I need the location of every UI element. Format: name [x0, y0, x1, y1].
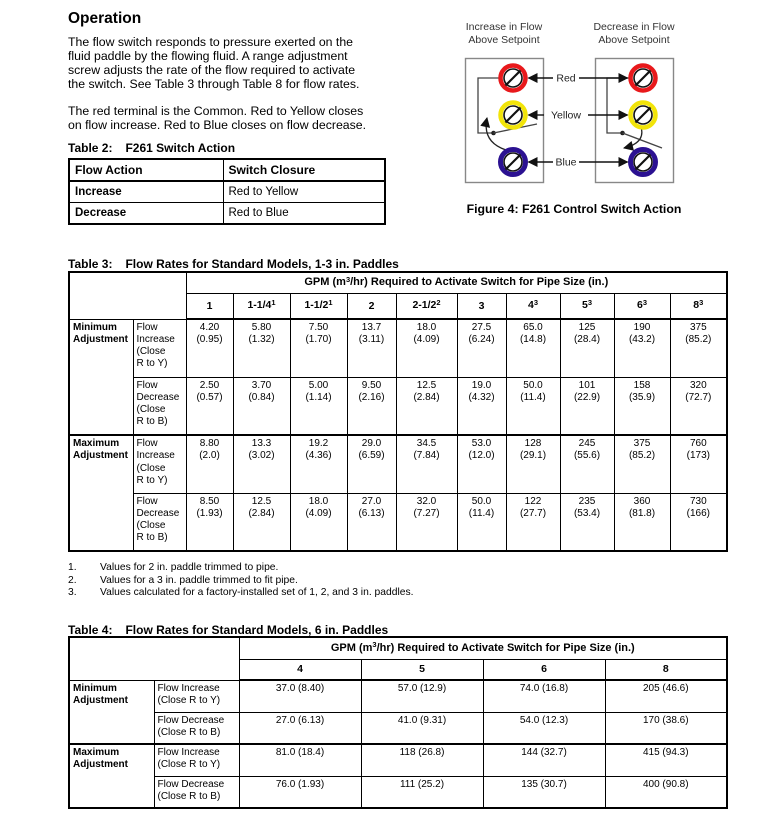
pipe-size-header: 2: [347, 293, 396, 319]
table-row: [69, 319, 727, 377]
table4-caption-title: Flow Rates for Standard Models, 6 in. Paddles: [125, 623, 389, 637]
pipe-size-header: $4^3$: [506, 293, 560, 319]
flow-value-cell: 50.0 (11.4): [506, 377, 560, 435]
table4-caption: [68, 623, 388, 637]
flow-value-cell: 37.0 (8.40): [239, 680, 361, 712]
flow-value-cell: 50.0 (11.4): [457, 493, 506, 551]
flow-value-cell: 8.80 (2.0): [186, 435, 233, 493]
footnote-superscript: 3: [345, 274, 351, 284]
flow-value-cell: 190 (43.2): [614, 319, 670, 377]
pipe-size-header: 5: [361, 659, 483, 680]
operation-paragraph-2: The red terminal is the Common. Red to Yellow closes on flow increase. Red to Blue closes on flow decrease.: [68, 104, 367, 132]
flow-value-cell: 57.0 (12.9): [361, 680, 483, 712]
flow-value-cell: 101 (22.9): [560, 377, 614, 435]
column-header: Flow Action: [69, 159, 223, 181]
table-row: [69, 377, 727, 435]
flow-value-cell: 205 (46.6): [605, 680, 727, 712]
table-row: [69, 744, 727, 776]
flow-value-cell: 13.3 (3.02): [233, 435, 290, 493]
table2-caption: [68, 141, 235, 155]
flow-value-cell: 9.50 (2.16): [347, 377, 396, 435]
flow-value-cell: 320 (72.7): [670, 377, 727, 435]
flow-value-cell: 81.0 (18.4): [239, 744, 361, 776]
flow-value-cell: 19.2 (4.36): [290, 435, 347, 493]
flow-value-cell: 5.00 (1.14): [290, 377, 347, 435]
table3-container: [68, 271, 728, 552]
flow-value-cell: 118 (26.8): [361, 744, 483, 776]
flow-row-label: Flow Increase (Close R to Y): [154, 680, 239, 712]
flow-row-label: Flow Decrease (Close R to B): [133, 493, 186, 551]
increase-panel-title-line1: Increase in Flow: [465, 21, 543, 33]
flow-value-cell: 13.7 (3.11): [347, 319, 396, 377]
flow-value-cell: 144 (32.7): [483, 744, 605, 776]
table4-caption-label: Table 4:: [68, 623, 113, 637]
decrease-blue-terminal-icon: [631, 150, 656, 175]
terminal-label-blue: Blue: [555, 156, 577, 169]
footnote-number: 2.: [68, 574, 77, 586]
switch-closure-cell: Red to Blue: [223, 203, 385, 225]
pipe-size-header: 4: [239, 659, 361, 680]
flow-value-cell: 128 (29.1): [506, 435, 560, 493]
flow-value-cell: 65.0 (14.8): [506, 319, 560, 377]
table-row: [69, 680, 727, 712]
table-row: [69, 159, 385, 181]
terminal-label-yellow: Yellow: [551, 109, 581, 122]
footnote-superscript: 3: [699, 297, 704, 307]
flow-value-cell: 27.0 (6.13): [239, 712, 361, 744]
table4-flow-rates: [68, 636, 728, 809]
footnote-superscript: 2: [436, 297, 441, 307]
flow-row-label: Flow Increase (Close R to Y): [133, 435, 186, 493]
terminal-label-red: Red: [556, 72, 576, 85]
column-header: Switch Closure: [223, 159, 385, 181]
pipe-size-header: $6^3$: [614, 293, 670, 319]
flow-action-cell: Increase: [69, 181, 223, 203]
table-row: [69, 712, 727, 744]
flow-value-cell: 27.0 (6.13): [347, 493, 396, 551]
pipe-size-header: $8^3$: [670, 293, 727, 319]
footnote-superscript: 3: [372, 640, 377, 650]
flow-value-cell: 8.50 (1.93): [186, 493, 233, 551]
table3-caption-label: Table 3:: [68, 257, 113, 271]
adjustment-group-label: Minimum Adjustment: [69, 319, 133, 435]
flow-value-cell: 12.5 (2.84): [233, 493, 290, 551]
flow-row-label: Flow Increase (Close R to Y): [133, 319, 186, 377]
flow-value-cell: 400 (90.8): [605, 776, 727, 808]
footnote-number: 3.: [68, 587, 77, 599]
increase-red-terminal-icon: [501, 66, 526, 91]
flow-value-cell: 18.0 (4.09): [396, 319, 457, 377]
flow-value-cell: 245 (55.6): [560, 435, 614, 493]
gpm-header: GPM $(m^3/hr)$ Required to Activate Switch for Pipe Size (in.): [186, 272, 727, 293]
flow-value-cell: 41.0 (9.31): [361, 712, 483, 744]
flow-value-cell: 34.5 (7.84): [396, 435, 457, 493]
figure4-diagram: [440, 18, 732, 190]
flow-row-label: Flow Decrease (Close R to B): [133, 377, 186, 435]
flow-value-cell: 3.70 (0.84): [233, 377, 290, 435]
flow-value-cell: 5.80 (1.32): [233, 319, 290, 377]
footnote-text: Values for a 3 in. paddle trimmed to fit pipe.: [100, 574, 298, 586]
pipe-size-header: 8: [605, 659, 727, 680]
adjustment-group-label: Maximum Adjustment: [69, 435, 133, 551]
table3-flow-rates: [68, 271, 728, 552]
pipe-size-header: $2-1/2^2$: [396, 293, 457, 319]
corner-cell: [69, 637, 239, 680]
flow-value-cell: 7.50 (1.70): [290, 319, 347, 377]
figure4-control-switch-diagram: [440, 18, 732, 216]
switch-action-table: [68, 158, 386, 225]
decrease-yellow-terminal-icon: [631, 103, 656, 128]
flow-value-cell: 29.0 (6.59): [347, 435, 396, 493]
pipe-size-header: $1-1/4^1$: [233, 293, 290, 319]
decrease-panel-title-line1: Decrease in Flow: [593, 21, 675, 33]
footnote-text: Values for 2 in. paddle trimmed to pipe.: [100, 562, 279, 573]
flow-value-cell: 18.0 (4.09): [290, 493, 347, 551]
table-row: [69, 776, 727, 808]
pipe-size-header: 6: [483, 659, 605, 680]
footnote-superscript: 3: [587, 297, 592, 307]
table2-caption-title: F261 Switch Action: [125, 141, 236, 155]
decrease-red-terminal-icon: [631, 66, 656, 91]
page-heading: Operation: [68, 10, 142, 27]
gpm-header: GPM $(m^3/hr)$ Required to Activate Switch for Pipe Size (in.): [239, 637, 727, 659]
footnote-item: [68, 575, 413, 588]
increase-panel-title-line2: Above Setpoint: [468, 34, 540, 46]
flow-value-cell: 375 (85.2): [670, 319, 727, 377]
corner-cell: [69, 272, 186, 319]
flow-value-cell: 375 (85.2): [614, 435, 670, 493]
footnote-superscript: 1: [271, 297, 276, 307]
pipe-size-header: 3: [457, 293, 506, 319]
increase-yellow-terminal-icon: [501, 103, 526, 128]
footnote-superscript: 3: [642, 297, 647, 307]
flow-value-cell: 12.5 (2.84): [396, 377, 457, 435]
flow-value-cell: 415 (94.3): [605, 744, 727, 776]
pipe-size-header: $1-1/2^1$: [290, 293, 347, 319]
adjustment-group-label: Maximum Adjustment: [69, 744, 154, 808]
operation-paragraph-1: The flow switch responds to pressure exerted on the fluid paddle by the flowing fluid. A range adjustment screw adjusts the rate of the flow required to activate the switch. See Table 3 through Table 8 for flow rates.: [68, 35, 360, 91]
flow-value-cell: 4.20 (0.95): [186, 319, 233, 377]
flow-value-cell: 158 (35.9): [614, 377, 670, 435]
flow-value-cell: 360 (81.8): [614, 493, 670, 551]
flow-value-cell: 111 (25.2): [361, 776, 483, 808]
flow-value-cell: 125 (28.4): [560, 319, 614, 377]
flow-action-cell: Decrease: [69, 203, 223, 225]
footnote-number: 1.: [68, 562, 77, 573]
flow-value-cell: 53.0 (12.0): [457, 435, 506, 493]
flow-value-cell: 135 (30.7): [483, 776, 605, 808]
footnote-text: Values calculated for a factory-installed set of 1, 2, and 3 in. paddles.: [100, 587, 414, 599]
flow-value-cell: 19.0 (4.32): [457, 377, 506, 435]
footnote-item: [68, 562, 413, 575]
footnote-superscript: 3: [533, 297, 538, 307]
flow-value-cell: 760 (173): [670, 435, 727, 493]
table4-container: [68, 636, 728, 809]
switch-closure-cell: Red to Yellow: [223, 181, 385, 203]
table-row: [69, 181, 385, 203]
table3-caption: [68, 257, 399, 271]
flow-value-cell: 27.5 (6.24): [457, 319, 506, 377]
flow-value-cell: 730 (166): [670, 493, 727, 551]
flow-value-cell: 122 (27.7): [506, 493, 560, 551]
adjustment-group-label: Minimum Adjustment: [69, 680, 154, 744]
flow-row-label: Flow Increase (Close R to Y): [154, 744, 239, 776]
table2-caption-label: Table 2:: [68, 141, 113, 155]
flow-value-cell: 235 (53.4): [560, 493, 614, 551]
flow-value-cell: 32.0 (7.27): [396, 493, 457, 551]
table-row: [69, 203, 385, 225]
pipe-size-header: 1: [186, 293, 233, 319]
table3-footnotes: [68, 562, 413, 600]
flow-row-label: Flow Decrease (Close R to B): [154, 776, 239, 808]
figure4-caption: Figure 4: F261 Control Switch Action: [466, 202, 682, 216]
table-row: [69, 435, 727, 493]
flow-row-label: Flow Decrease (Close R to B): [154, 712, 239, 744]
increase-blue-terminal-icon: [501, 150, 526, 175]
flow-value-cell: 54.0 (12.3): [483, 712, 605, 744]
pipe-size-header: $5^3$: [560, 293, 614, 319]
flow-value-cell: 74.0 (16.8): [483, 680, 605, 712]
footnote-superscript: 1: [328, 297, 333, 307]
flow-value-cell: 76.0 (1.93): [239, 776, 361, 808]
flow-value-cell: 2.50 (0.57): [186, 377, 233, 435]
table3-caption-title: Flow Rates for Standard Models, 1-3 in. Paddles: [125, 257, 399, 271]
flow-value-cell: 170 (38.6): [605, 712, 727, 744]
footnote-item: [68, 587, 413, 600]
decrease-panel-title-line2: Above Setpoint: [598, 34, 670, 46]
table-row: [69, 493, 727, 551]
